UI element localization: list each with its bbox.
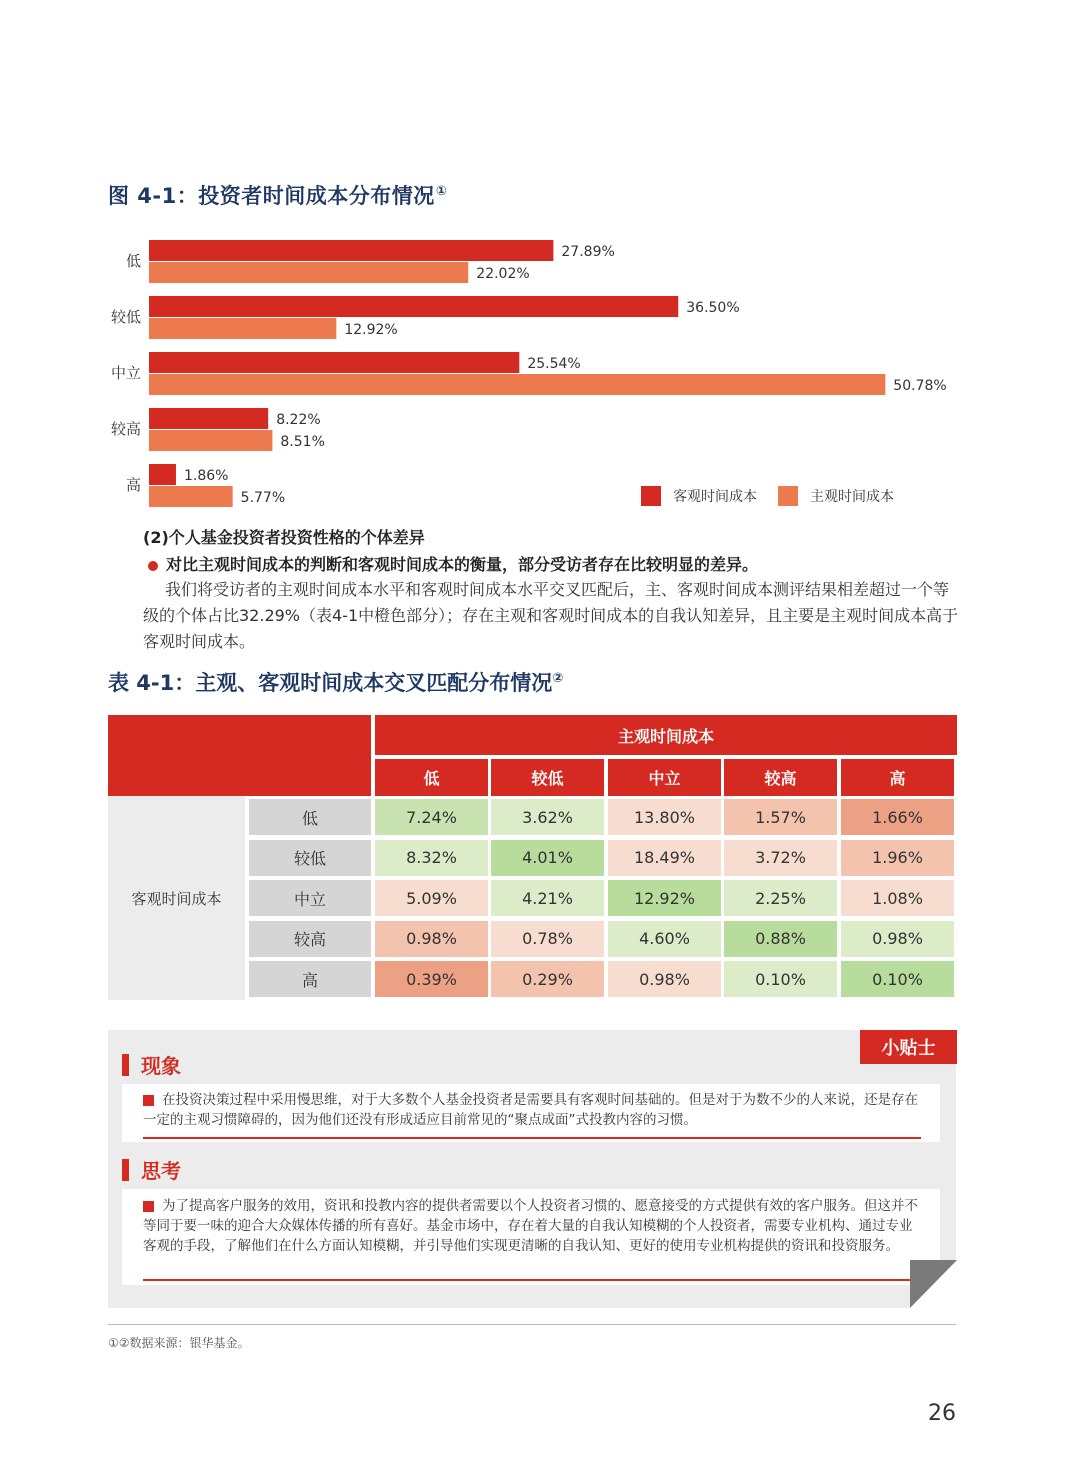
table-cell: 4.21% bbox=[491, 880, 604, 916]
data-label: 50.78% bbox=[893, 378, 947, 394]
thinking-title: 思考 bbox=[141, 1159, 181, 1183]
category-label: 低 bbox=[125, 252, 141, 270]
table-cell: 12.92% bbox=[608, 880, 721, 916]
phenomenon-text-block bbox=[143, 1090, 923, 1130]
thinking-text-block bbox=[143, 1196, 923, 1256]
col-header: 较低 bbox=[491, 759, 604, 796]
row-header: 较低 bbox=[249, 840, 371, 876]
table-cell: 8.32% bbox=[375, 840, 488, 876]
table-cell: 13.80% bbox=[608, 799, 721, 835]
page-curl-icon bbox=[910, 1260, 957, 1308]
thinking-heading bbox=[122, 1155, 181, 1184]
row-group-header: 客观时间成本 bbox=[108, 796, 245, 1000]
table-cell: 0.10% bbox=[841, 961, 954, 997]
table-cell: 1.66% bbox=[841, 799, 954, 835]
table-cell: 18.49% bbox=[608, 840, 721, 876]
category-label: 中立 bbox=[110, 364, 141, 382]
table-note-mark: ② bbox=[552, 671, 564, 686]
table-cell: 2.25% bbox=[724, 880, 837, 916]
table-corner bbox=[108, 715, 371, 796]
table-cell: 3.72% bbox=[724, 840, 837, 876]
data-label: 22.02% bbox=[476, 266, 530, 282]
table-title-text: 表 4-1：主观、客观时间成本交叉匹配分布情况 bbox=[108, 671, 553, 695]
table-cell: 4.60% bbox=[608, 921, 721, 957]
category-label: 较低 bbox=[110, 308, 141, 326]
table-cell: 0.29% bbox=[491, 961, 604, 997]
section-heading: (2)个人基金投资者投资性格的个体差异 bbox=[143, 528, 425, 547]
table-cell: 7.24% bbox=[375, 799, 488, 835]
col-header: 高 bbox=[841, 759, 954, 796]
legend-label: 客观时间成本 bbox=[673, 489, 757, 505]
footnote-rule bbox=[108, 1324, 956, 1325]
figure-title-text: 图 4-1：投资者时间成本分布情况 bbox=[108, 184, 435, 208]
tips-badge: 小贴士 bbox=[860, 1030, 957, 1064]
row-header: 中立 bbox=[249, 880, 371, 916]
body-paragraph: 我们将受访者的主观时间成本水平和客观时间成本水平交叉匹配后，主、客观时间成本测评结果相差超过一个等级的个体占比32.29%（表4-1中橙色部分）；存在主观和客观时间成本的自我认知差异，且主要是主观时间成本高于客观时间成本。 bbox=[143, 580, 959, 651]
footnote: ①②数据来源：银华基金。 bbox=[108, 1336, 250, 1350]
table-cell: 0.39% bbox=[375, 961, 488, 997]
thinking-underline bbox=[143, 1279, 921, 1281]
table-cell: 4.01% bbox=[491, 840, 604, 876]
phenomenon-underline bbox=[143, 1137, 921, 1139]
bullet-text: 对比主观时间成本的判断和客观时间成本的衡量，部分受访者存在比较明显的差异。 bbox=[166, 555, 759, 574]
table-cell: 1.08% bbox=[841, 880, 954, 916]
col-header: 低 bbox=[375, 759, 488, 796]
table-cell: 0.78% bbox=[491, 921, 604, 957]
table-cell: 0.98% bbox=[375, 921, 488, 957]
col-header: 中立 bbox=[608, 759, 721, 796]
category-label: 高 bbox=[125, 476, 141, 494]
data-label: 12.92% bbox=[344, 322, 398, 338]
page-number: 26 bbox=[928, 1401, 956, 1426]
row-header: 较高 bbox=[249, 921, 371, 957]
data-label: 5.77% bbox=[240, 490, 286, 506]
phenomenon-heading bbox=[122, 1050, 181, 1079]
col-header: 较高 bbox=[724, 759, 837, 796]
data-label: 25.54% bbox=[527, 356, 581, 372]
thinking-bar bbox=[122, 1159, 129, 1181]
phenomenon-title: 现象 bbox=[141, 1054, 181, 1078]
phenomenon-bar bbox=[122, 1054, 129, 1076]
phenomenon-text: 在投资决策过程中采用慢思维，对于大多数个人基金投资者是需要具有客观时间基础的。但是对于为数不少的人来说，还是存在一定的主观习惯障碍的，因为他们还没有形成适应目前常见的“聚点成面”式投教内容的习惯。 bbox=[143, 1092, 918, 1128]
table-cell: 5.09% bbox=[375, 880, 488, 916]
data-label: 27.89% bbox=[561, 244, 615, 260]
square-bullet-icon bbox=[143, 1095, 154, 1106]
table-cell: 1.57% bbox=[724, 799, 837, 835]
data-label: 1.86% bbox=[183, 468, 229, 484]
table-cell: 0.88% bbox=[724, 921, 837, 957]
table-cell: 3.62% bbox=[491, 799, 604, 835]
table-cell: 0.98% bbox=[608, 961, 721, 997]
table-cell: 0.98% bbox=[841, 921, 954, 957]
col-group-header: 主观时间成本 bbox=[375, 715, 957, 755]
row-header: 低 bbox=[249, 799, 371, 835]
legend-label: 主观时间成本 bbox=[810, 489, 894, 505]
data-label: 8.51% bbox=[280, 434, 325, 450]
category-label: 较高 bbox=[110, 420, 141, 438]
data-label: 8.22% bbox=[276, 412, 321, 428]
table-cell: 0.10% bbox=[724, 961, 837, 997]
figure-note-mark: ① bbox=[435, 184, 448, 199]
table-cell: 1.96% bbox=[841, 840, 954, 876]
row-header: 高 bbox=[249, 961, 371, 997]
data-label: 36.50% bbox=[686, 300, 740, 316]
thinking-text: 为了提高客户服务的效用，资讯和投教内容的提供者需要以个人投资者习惯的、愿意接受的方式提供有效的客户服务。但这并不等同于要一味的迎合大众媒体传播的所有喜好。基金市场中，存在着大量的自我认知模糊的个人投资者，需要专业机构、通过专业客观的手段，了解他们在什么方面认知模糊，并引导他们实现更清晰的自我认知、更好的使用专业机构提供的资讯和投资服务。 bbox=[143, 1198, 918, 1254]
square-bullet-icon bbox=[143, 1201, 154, 1212]
